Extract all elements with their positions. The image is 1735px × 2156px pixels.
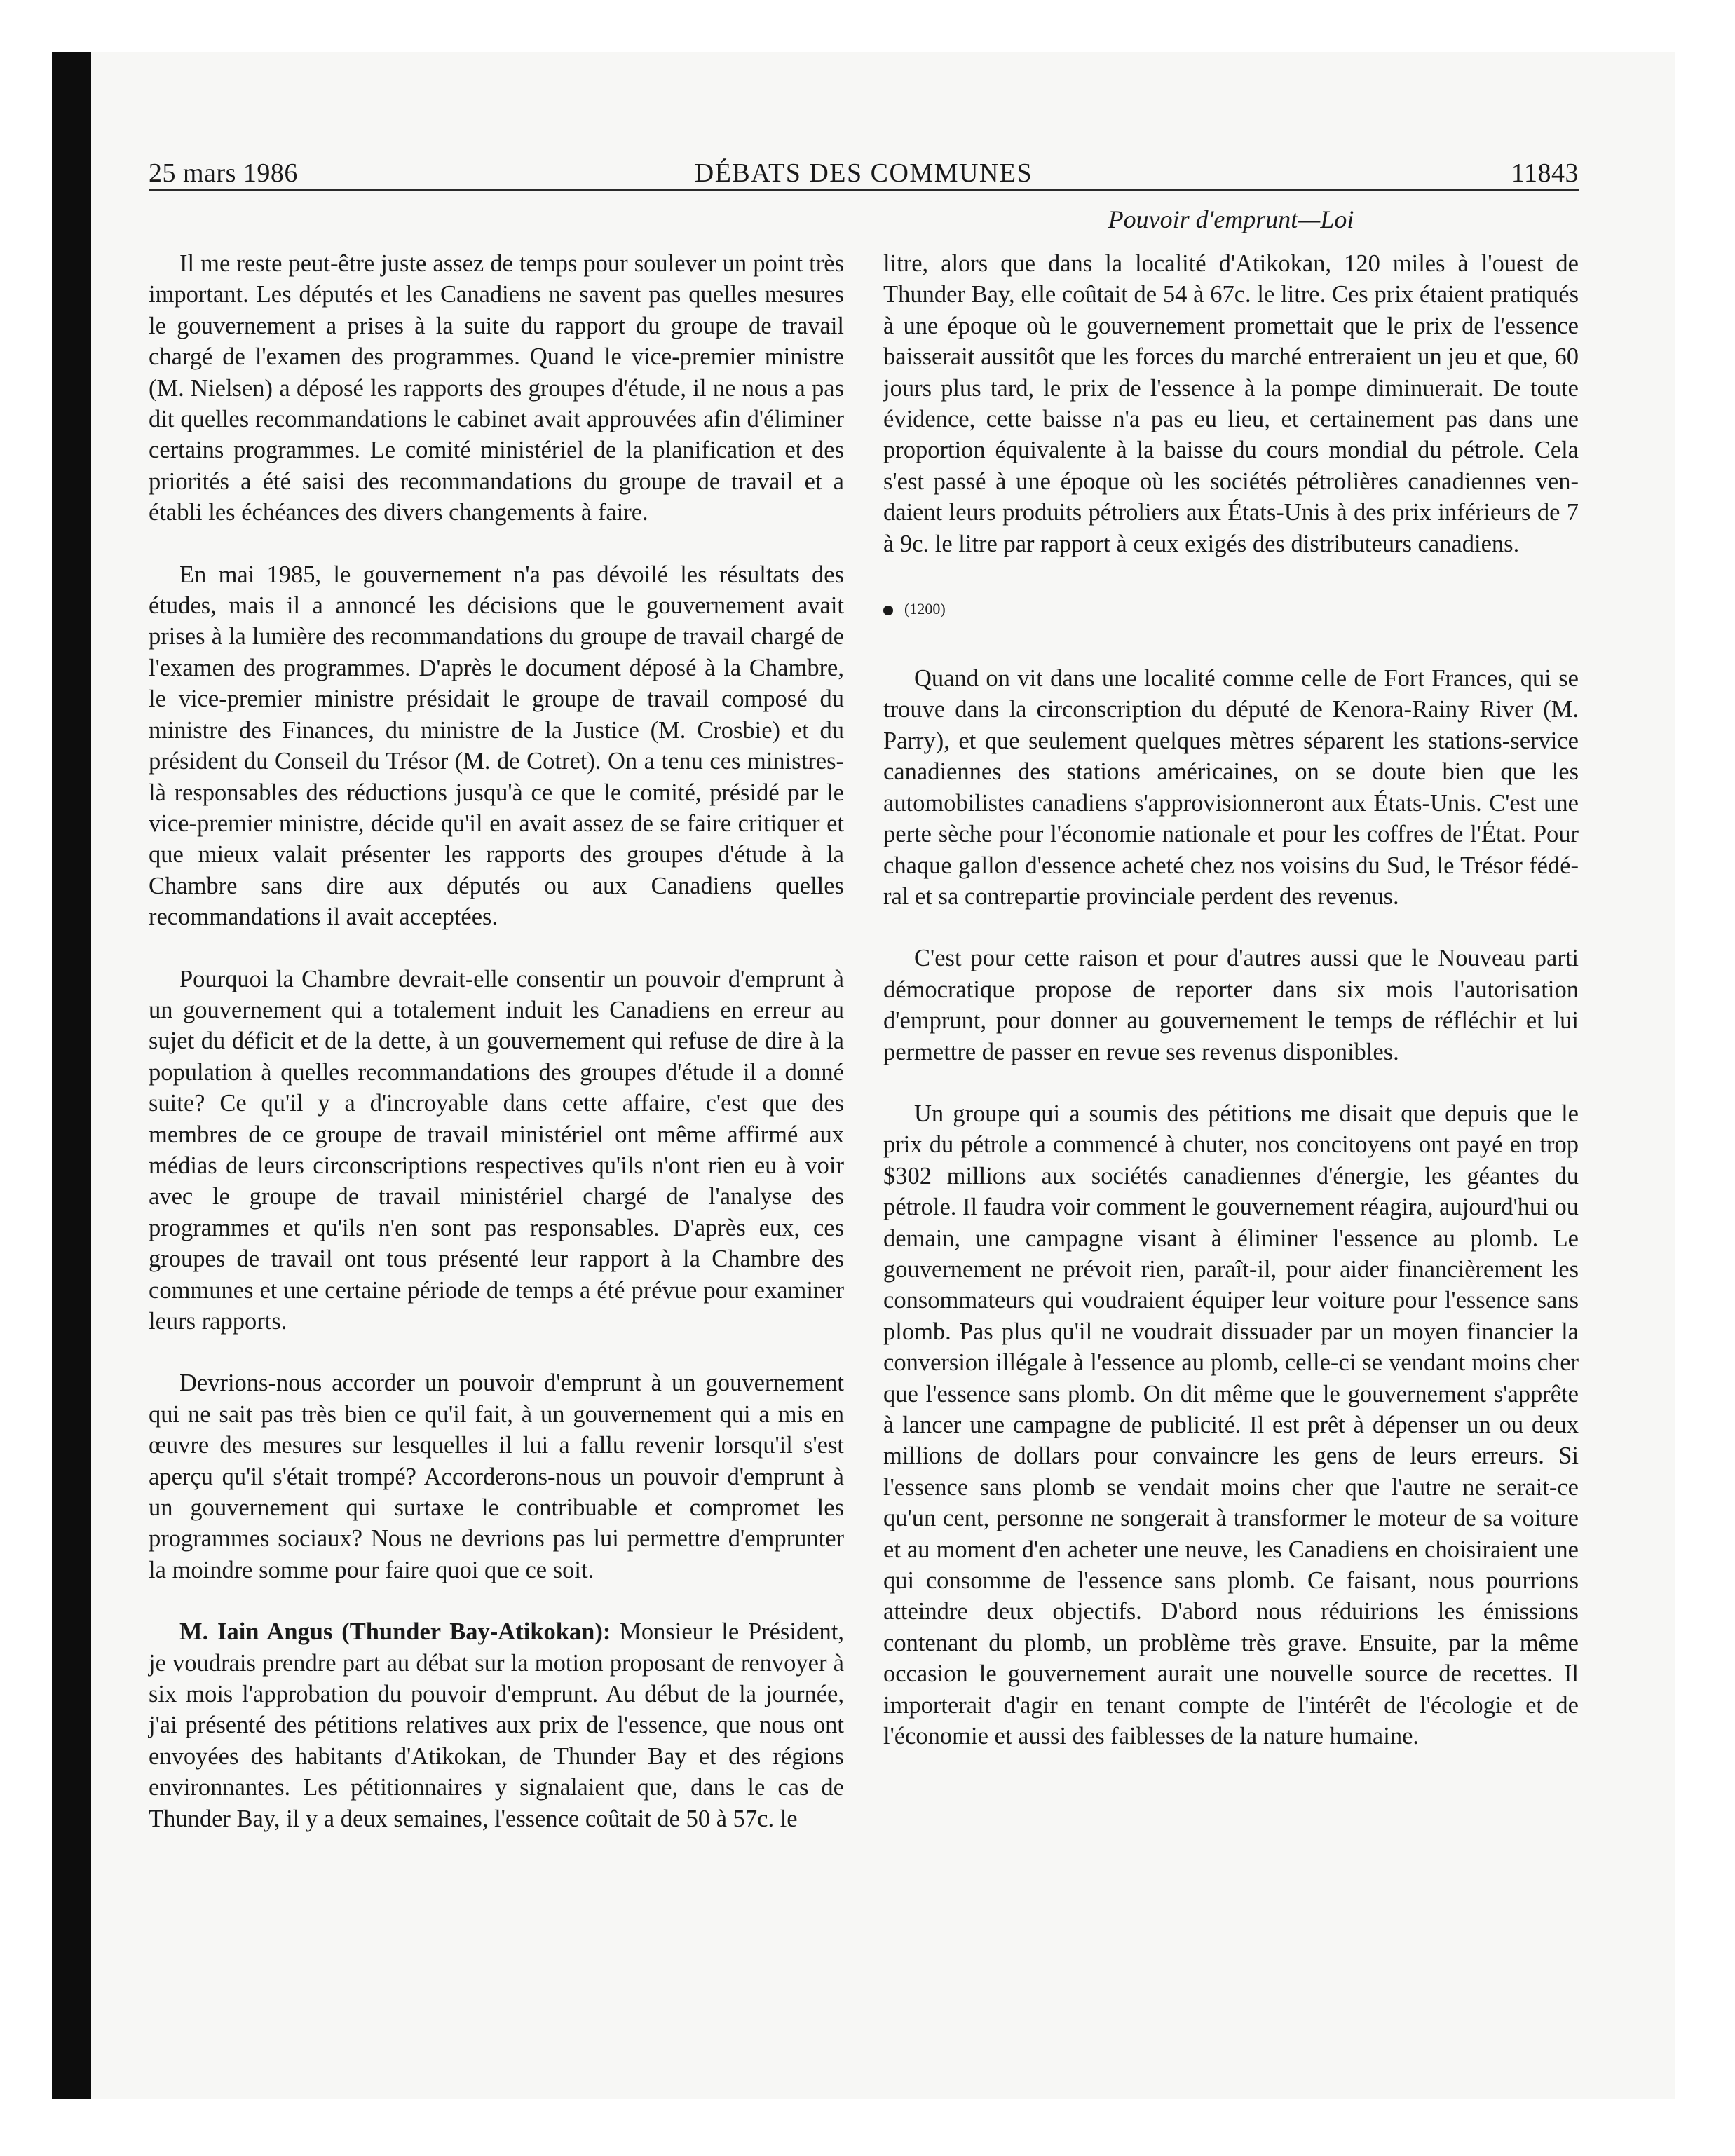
paragraph: Quand on vit dans une localité comme celle de Fort Frances, qui se trouve dans la circonscription du député de Kenora-Rainy River (M. Parry), et que seulement quelques mètres séparent les stations-service canadiennes des stations américaines, on se doute bien que les automobilistes canadiens s'approvisionneront aux États-Unis. C'est une perte sèche pour l'économie nationale et pour les coffres de l'État. Pour chaque gallon d'essence acheté chez nos voisins du Sud, le Trésor fédéral et sa contrepartie provinciale perdent des revenus. (883, 665, 1579, 910)
right-column (883, 248, 1579, 1752)
page-header (149, 156, 1579, 191)
paragraph: Devrions-nous accorder un pouvoir d'emprunt à un gouvernement qui ne sait pas très bien ce qu'il fait, à un gouvernement qui a mis en œuvre des mesures sur lesquelles il lui a fallu revenir lorsqu'il s'est aperçu qu'il s'était trompé? Accorderons-nous un pouvoir d'emprunt à un gouvernement qui surtaxe le contribuable et compromet les programmes sociaux? Nous ne devrions pas lui permettre d'emprunter la moindre somme pour faire quoi que ce soit. (149, 1370, 844, 1583)
paragraph-continued: litre, alors que dans la localité d'Atikokan, 120 miles à l'ouest de Thunder Bay, elle coûtait de 54 à 67c. le litre. Ces prix étaient pratiqués à une époque où le gouvernement promettait que le prix de l'essence baisserait aussitôt que les forces du marché entreraient un jeu et que, 60 jours plus tard, le prix de l'essence à la pompe diminuerait. De toute évidence, cette baisse n'a pas eu lieu, et certainement pas dans une proportion équivalente à la baisse du cours mondial du pétrole. Cela s'est passé à une époque où les sociétés pétrolières canadiennes vendaient leurs produits pétroliers aux États-Unis à des prix inférieurs de 7 à 9c. le litre par rapport à ceux exigés des distributeurs canadiens. (883, 250, 1579, 557)
paragraph: Un groupe qui a soumis des pétitions me disait que depuis que le prix du pétrole a commencé à chuter, nos concitoyens ont payé en trop $302 millions aux sociétés canadiennes d'énergie, les géantes du pétrole. Il faudra voir comment le gouvernement réagira, aujourd'hui ou demain, une campagne visant à éliminer l'essence au plomb. Le gouvernement ne prévoit rien, paraît-il, pour aider financièrement les consommateurs qui voudraient équiper leur voiture pour l'essence sans plomb. Pas plus qu'il ne voudrait dissuader par un moyen financier la conversion illégale à l'essence au plomb, celle-ci se vendant moins cher que l'essence sans plomb. On dit même que le gouvernement s'apprête à lancer une campagne de publicité. Il est prêt à dépenser un ou deux millions de dollars pour convaincre les gens de leurs erreurs. Si l'essence sans plomb se vendait moins cher que l'autre ne serait-ce qu'un cent, personne ne songerait à transformer le moteur de sa voiture et au moment d'en acheter une neuve, les Canadiens en choisiraient une qui consomme de l'essence sans plomb. Ce faisant, nous pourrions atteindre deux objectifs. D'abord nous réduirions les émissions contenant du plomb, un problème très grave. Ensuite, par la même occasion le gouvernement aurait une nouvelle source de recettes. Il importerait d'agir en tenant compte de l'intérêt de l'écologie et de l'économie et aussi des faiblesses de la nature humaine. (883, 1100, 1579, 1750)
speaker-text: Monsieur le Président, je voudrais prendre part au débat sur la motion proposant de renvoyer à six mois l'approbation du pouvoir d'emprunt. Au début de la journée, j'ai présenté des pétitions relatives aux prix de l'essence, que nous ont envoyées des habitants d'Atikokan, de Thunder Bay et des régions environnantes. Les pétitionnaires y signalaient que, dans le cas de Thunder Bay, il y a deux semaines, l'essence coûtait de 50 à 57c. le (149, 1618, 844, 1832)
running-title: Pouvoir d'emprunt—Loi (1108, 205, 1354, 233)
time-marker (883, 599, 1579, 620)
header-page-number: 11843 (1511, 158, 1579, 188)
header-rule (149, 189, 1579, 191)
header-date: 25 mars 1986 (149, 158, 298, 188)
header-journal-title: DÉBATS DES COMMUNES (694, 158, 1033, 188)
paragraph: Pourquoi la Chambre devrait-elle consentir un pouvoir d'emprunt à un gouvernement qui a totalement induit les Canadiens en erreur au sujet du déficit et de la dette, à un gouvernement qui refuse de dire à la population à quelles recommandations des groupes d'étude il a donné suite? Ce qu'il y a d'incroyable dans cette affaire, c'est que des membres de ce groupe de travail ministériel ont même affirmé aux médias de leurs circonscriptions respectives qu'ils n'ont rien eu à voir avec le groupe de travail ministériel chargé de l'analyse des programmes et qu'ils n'en sont pas responsables. D'après eux, ces groupes de travail ont tous présenté leur rapport à la Chambre des communes et une certaine période de temps a été prévue pour examiner leurs rapports. (149, 965, 844, 1335)
speaker-paragraph (149, 1616, 844, 1834)
time-marker-label: (1200) (904, 600, 946, 618)
paragraph: C'est pour cette raison et pour d'autres aussi que le Nouveau parti démocratique propose de reporter dans six mois l'autorisation d'emprunt, pour donner au gouvernement le temps de réfléchir et lui permettre de passer en revue ses revenus disponibles. (883, 945, 1579, 1065)
left-column (149, 248, 844, 1834)
scan-border (52, 52, 91, 2099)
bullet-icon (883, 606, 893, 615)
paragraph: Il me reste peut-être juste assez de temps pour soulever un point très important. Les députés et les Canadiens ne savent pas quelles mesures le gouvernement a prises à la suite du rapport du groupe de travail chargé de l'examen des programmes. Quand le vice-premier ministre (M. Nielsen) a déposé les rapports des groupes d'étude, il ne nous a pas dit quelles recommandations le cabinet avait approuvées afin d'éliminer certains programmes. Le comité ministériel de la planification et des priorités a été saisi des recommandations du groupe de travail et a établi les échéances des divers changements à faire. (149, 250, 844, 526)
speaker-name: M. Iain Angus (Thunder Bay-Atikokan): (179, 1618, 611, 1646)
paragraph: En mai 1985, le gouvernement n'a pas dévoilé les résultats des études, mais il a annoncé les décisions que le gouvernement avait prises à la lumière des recommandations du groupe de travail chargé de l'examen des programmes. D'après le document déposé à la Chambre, le vice-premier ministre présidait le groupe de travail composé du ministre des Finances, du ministre de la Justice (M. Crosbie) et du président du Conseil du Trésor (M. de Cotret). On a tenu ces ministres-là responsables des réductions jusqu'à ce que le comité, présidé par le vice-premier ministre, décide qu'il en avait assez de se faire critiquer et que mieux valait présenter les rapports des groupes d'étude à la Chambre sans dire aux députés ou aux Canadiens quelles recommandations il avait acceptées. (149, 561, 844, 931)
